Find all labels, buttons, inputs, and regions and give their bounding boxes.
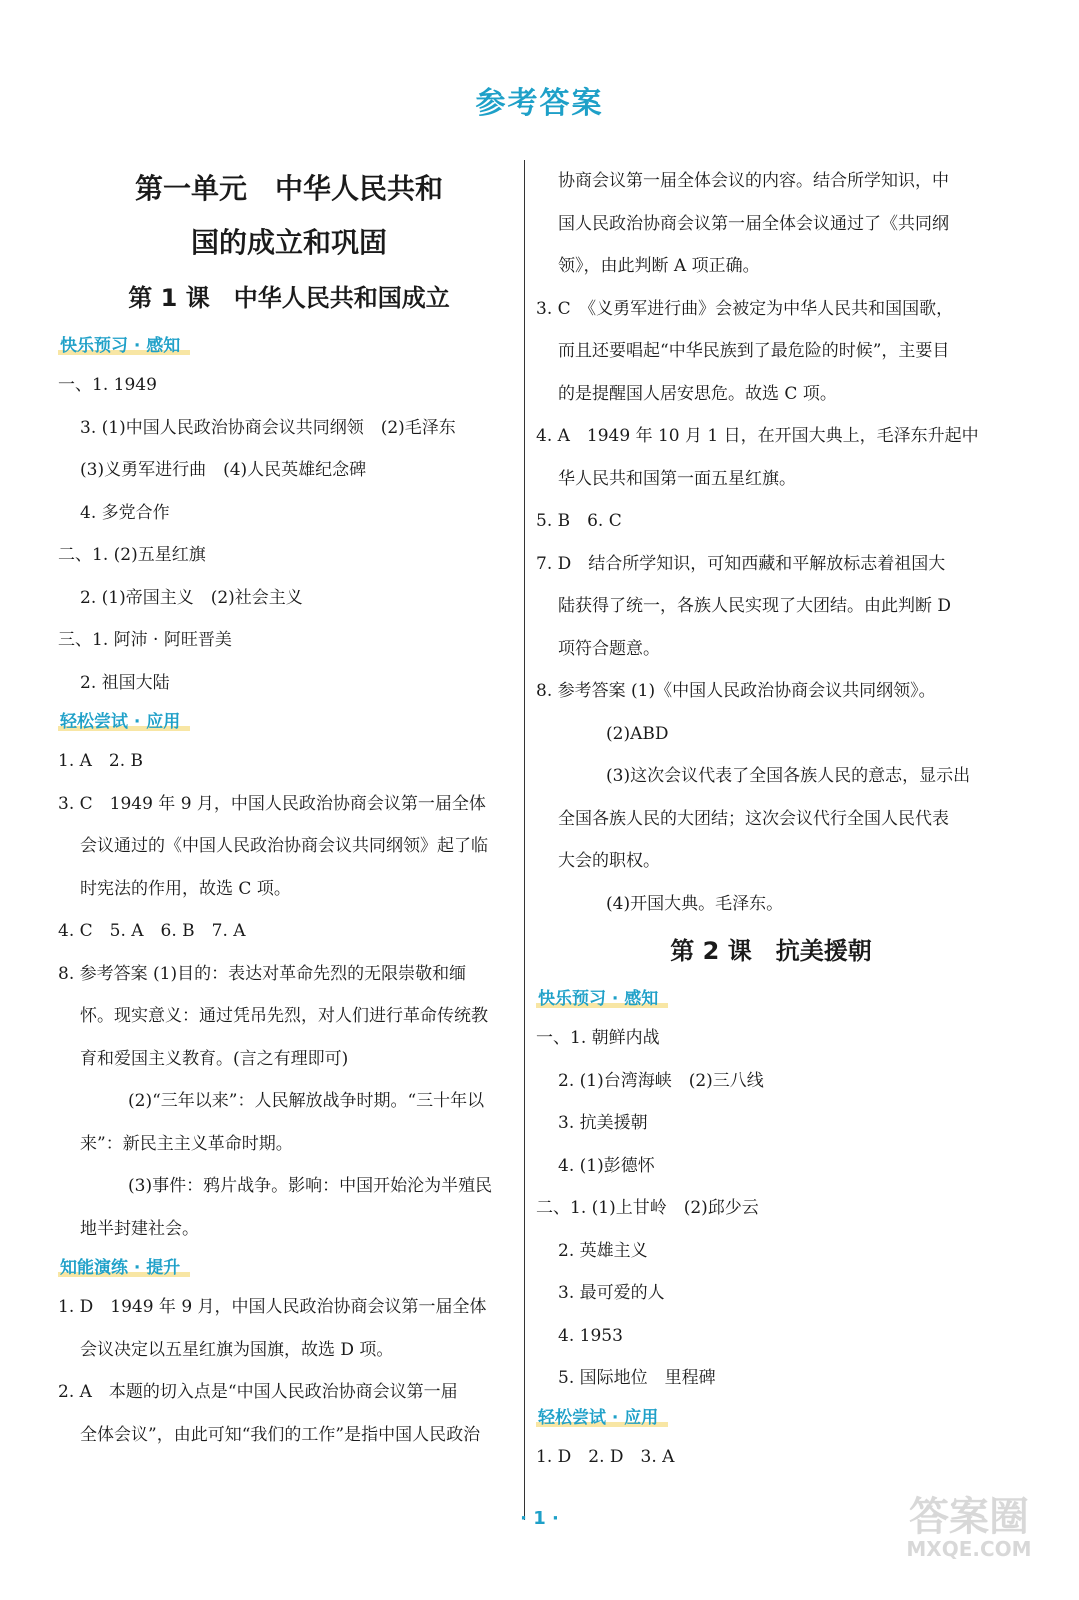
answer-line: 陆获得了统一，各族人民实现了大团结。由此判断 D	[558, 596, 952, 616]
answer-line: 国人民政治协商会议第一届全体会议通过了《共同纲	[558, 213, 949, 234]
answer-line: (3)义勇军进行曲 (4)人民英雄纪念碑	[80, 460, 367, 480]
answer-line: 的是提醒国人居安思危。故选 C 项。	[558, 383, 837, 404]
answer-line: 而且还要唱起“中华民族到了最危险的时候”，主要目	[558, 341, 950, 361]
answer-line: 4. 1953	[558, 1325, 623, 1346]
unit-title-line: 第一单元 中华人民共和	[134, 172, 443, 205]
page-title: 参考答案	[475, 86, 604, 121]
column-divider	[524, 160, 525, 1520]
answer-line: 2. (1)帝国主义 (2)社会主义	[80, 587, 303, 608]
answer-line: 3. 抗美援朝	[558, 1113, 648, 1133]
watermark-logo	[889, 1496, 1049, 1560]
section-heading-try: 轻松尝试 · 应用	[58, 704, 520, 740]
watermark-text: 答案圈	[909, 1494, 1029, 1540]
answer-line: (2)“三年以来”：人民解放战争时期。“三十年以	[128, 1091, 485, 1111]
answer-line: 大会的职权。	[558, 851, 660, 871]
answer-line: 华人民共和国第一面五星红旗。	[558, 468, 796, 489]
answer-line: 领》，由此判断 A 项正确。	[558, 256, 760, 276]
answer-line: 会议决定以五星红旗为国旗，故选 D 项。	[80, 1339, 394, 1360]
page-number: · 1 ·	[520, 1508, 559, 1529]
answer-line: 一、1. 1949	[58, 375, 157, 395]
section-heading-preview: 快乐预习 · 感知	[58, 328, 520, 364]
answer-line: 怀。现实意义：通过凭吊先烈，对人们进行革命传统教	[80, 1006, 488, 1026]
answer-line: 3. C 1949 年 9 月，中国人民政治协商会议第一届全体	[58, 793, 486, 814]
answer-line: 4. A 1949 年 10 月 1 日，在开国大典上，毛泽东升起中	[536, 426, 979, 446]
answer-line: 8. 参考答案 (1)《中国人民政治协商会议共同纲领》。	[536, 681, 936, 701]
answer-line: 1. D 1949 年 9 月，中国人民政治协商会议第一届全体	[58, 1297, 487, 1317]
section-heading-preview: 快乐预习 · 感知	[536, 981, 1006, 1017]
unit-title-line: 国的成立和巩固	[190, 226, 387, 259]
answer-line: 2. 祖国大陆	[80, 672, 170, 693]
answer-line: 1. A 2. B	[58, 751, 144, 771]
lesson-title: 第 2 课 抗美援朝	[670, 937, 872, 965]
answer-line: 7. D 结合所学知识，可知西藏和平解放标志着祖国大	[536, 553, 946, 574]
answer-line: 3. 最可爱的人	[558, 1283, 665, 1303]
answer-line: 二、1. (1)上甘岭 (2)邱少云	[536, 1198, 759, 1218]
answer-line: (4)开国大典。毛泽东。	[606, 893, 784, 914]
answer-line: 协商会议第一届全体会议的内容。结合所学知识，中	[558, 171, 949, 191]
answer-line: 项符合题意。	[558, 638, 660, 659]
right-column	[536, 160, 1006, 1478]
answer-line: 2. A 本题的切入点是“中国人民政治协商会议第一届	[58, 1382, 458, 1402]
watermark-url: MXQE.COM	[906, 1537, 1032, 1561]
left-column	[58, 160, 520, 1456]
answer-line: 全体会议”，由此可知“我们的工作”是指中国人民政治	[80, 1424, 481, 1445]
answer-line: 育和爱国主义教育。(言之有理即可)	[80, 1048, 349, 1069]
answer-line: 4. (1)彭德怀	[558, 1155, 655, 1176]
answer-line: 3. C 《义勇军进行曲》会被定为中华人民共和国国歌，	[536, 298, 954, 319]
answer-line: 3. (1)中国人民政治协商会议共同纲领 (2)毛泽东	[80, 417, 456, 438]
answer-line: 2. (1)台湾海峡 (2)三八线	[558, 1070, 764, 1091]
answer-line: 一、1. 朝鲜内战	[536, 1028, 660, 1048]
answer-line: (3)这次会议代表了全国各族人民的意志，显示出	[606, 766, 971, 786]
answer-line: 来”：新民主主义革命时期。	[80, 1133, 293, 1154]
answer-line: 2. 英雄主义	[558, 1240, 648, 1261]
answer-line: 二、1. (2)五星红旗	[58, 545, 206, 565]
answer-line: (3)事件：鸦片战争。影响：中国开始沦为半殖民	[128, 1176, 493, 1196]
answer-line: 4. C 5. A 6. B 7. A	[58, 921, 246, 941]
section-heading-skill: 知能演练 · 提升	[58, 1250, 520, 1286]
answer-line: 会议通过的《中国人民政治协商会议共同纲领》起了临	[80, 836, 488, 856]
answer-line: 5. B 6. C	[536, 511, 622, 531]
answer-line: (2)ABD	[606, 723, 669, 744]
answer-line: 4. 多党合作	[80, 502, 170, 523]
answer-line: 5. 国际地位 里程碑	[558, 1368, 716, 1388]
section-heading-try: 轻松尝试 · 应用	[536, 1400, 1006, 1436]
unit-title	[58, 162, 520, 270]
answer-line: 地半封建社会。	[80, 1218, 199, 1239]
answer-line: 时宪法的作用，故选 C 项。	[80, 878, 291, 899]
answer-line: 8. 参考答案 (1)目的：表达对革命先烈的无限崇敬和缅	[58, 963, 467, 984]
lesson-title: 第 1 课 中华人民共和国成立	[128, 284, 450, 312]
answer-line: 全国各族人民的大团结；这次会议代行全国人民代表	[558, 808, 949, 829]
answer-line: 三、1. 阿沛 · 阿旺晋美	[58, 630, 232, 650]
answer-line: 1. D 2. D 3. A	[536, 1446, 675, 1467]
